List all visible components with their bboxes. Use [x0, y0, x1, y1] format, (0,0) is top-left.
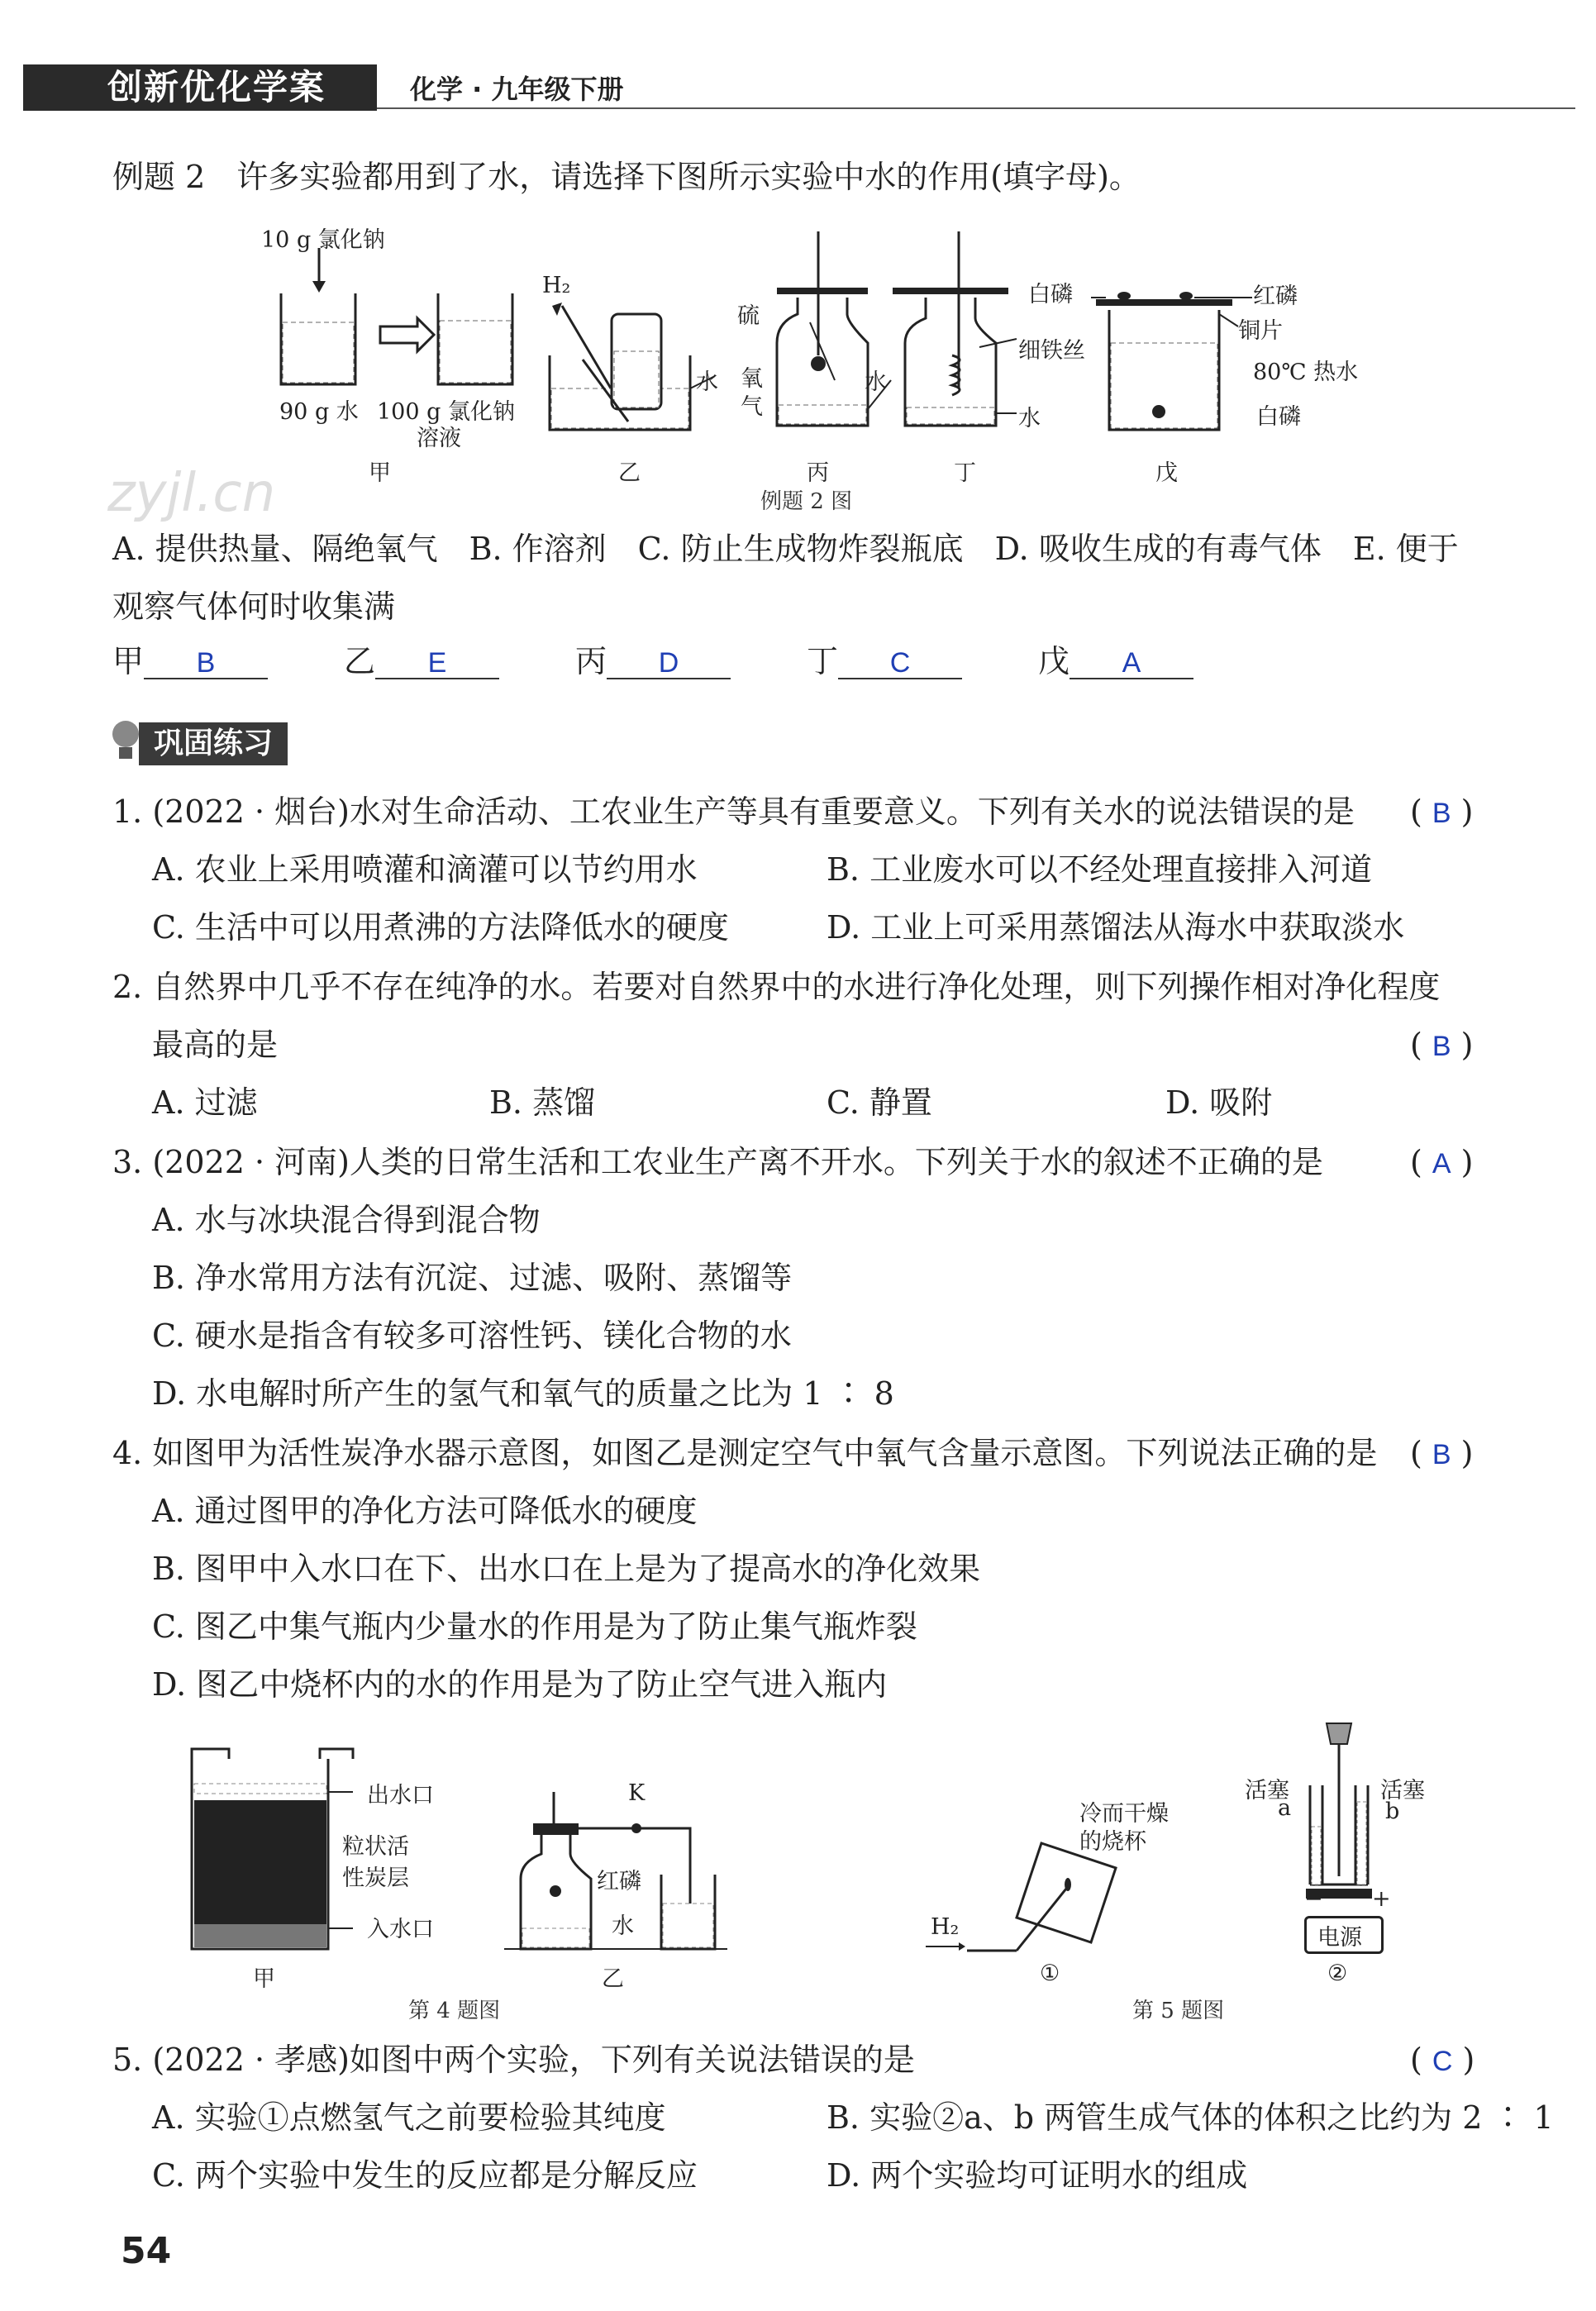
q2-option-b: B. 蒸馏: [489, 1084, 596, 1121]
answer-bing-value: D: [607, 645, 731, 679]
q4-stem: 4. 如图甲为活性炭净水器示意图，如图乙是测定空气中氧气含量示意图。下列说法正确的是: [112, 1435, 1378, 1471]
example-fig-caption: 例题 2 图: [760, 489, 853, 514]
answer-jia-value: B: [144, 645, 268, 679]
fig4-yi-name: 乙: [602, 1966, 624, 1992]
fig4-jia-filter: [183, 1742, 357, 1957]
header-book: 化学 · 九年级下册: [410, 74, 624, 105]
answer-yi-value: E: [375, 645, 499, 679]
header-rule: [377, 107, 1575, 109]
q4-option-a: A. 通过图甲的净化方法可降低水的硬度: [152, 1493, 698, 1529]
bing-apparatus: [760, 231, 909, 438]
wu-apparatus: [1091, 281, 1256, 438]
fig5-a-label: a: [1278, 1795, 1292, 1821]
fig4-carbon-label-1: 粒状活: [342, 1834, 409, 1860]
jia-name: 甲: [369, 460, 391, 486]
q5-option-b: B. 实验②a、b 两管生成气体的体积之比约为 2 ∶ 1: [827, 2099, 1554, 2136]
yi-name: 乙: [618, 460, 641, 486]
ding-name: 丁: [954, 460, 976, 486]
q2-option-d: D. 吸附: [1165, 1084, 1273, 1121]
q5-option-c: C. 两个实验中发生的反应都是分解反应: [152, 2157, 698, 2194]
fig5-power-label: 电源: [1317, 1925, 1362, 1951]
fig5-h2-burning: [926, 1818, 1141, 1967]
example-options-2: 观察气体何时收集满: [112, 588, 396, 625]
q1-option-a: A. 农业上采用喷灌和滴灌可以节约用水: [152, 851, 698, 888]
fig4-outlet-label: 出水口: [367, 1783, 434, 1808]
bing-water-label: 水: [865, 369, 887, 395]
fig5-valve-right-label: 活塞: [1380, 1778, 1425, 1804]
jia-solution-label-1: 100 g 氯化钠: [377, 399, 515, 425]
fig5-plus-label: +: [1372, 1886, 1391, 1912]
q3-option-a: A. 水与冰块混合得到混合物: [152, 1202, 541, 1238]
q4-option-c: C. 图乙中集气瓶内少量水的作用是为了防止集气瓶炸裂: [152, 1608, 917, 1645]
fig4-carbon-label-2: 性炭层: [342, 1865, 409, 1891]
q2-answer: ( B ): [1410, 1027, 1474, 1063]
fig5-valve-left-label: 活塞: [1245, 1778, 1289, 1804]
fig4-caption: 第 4 题图: [408, 1999, 501, 2023]
q1-option-b: B. 工业废水可以不经处理直接排入河道: [827, 851, 1373, 888]
q3-option-d: D. 水电解时所产生的氢气和氧气的质量之比为 1 ∶ 8: [152, 1375, 894, 1412]
q4-answer: ( B ): [1410, 1435, 1474, 1471]
page-number: 54: [121, 2230, 172, 2272]
wu-name: 戊: [1155, 460, 1178, 486]
q5-option-a: A. 实验①点燃氢气之前要检验其纯度: [152, 2099, 666, 2136]
q4-option-b: B. 图甲中入水口在下、出水口在上是为了提高水的净化效果: [152, 1551, 981, 1587]
jia-solution-label-2: 溶液: [417, 426, 461, 451]
example-title: 例题 2 许多实验都用到了水，请选择下图所示实验中水的作用(填字母)。: [112, 159, 1141, 195]
q1-option-c: C. 生活中可以用煮沸的方法降低水的硬度: [152, 909, 729, 946]
fig4-water-label: 水: [612, 1913, 634, 1939]
q5-answer: ( C ): [1410, 2042, 1475, 2078]
q3-option-b: B. 净水常用方法有沉淀、过滤、吸附、蒸馏等: [152, 1260, 793, 1296]
jia-apparatus: [273, 248, 521, 388]
fig4-red-p-label: 红磷: [597, 1869, 641, 1894]
yi-h2-label: H₂: [542, 273, 571, 298]
wu-red-p-label: 红磷: [1253, 284, 1298, 309]
bing-name: 丙: [807, 460, 829, 486]
answer-wu-value: A: [1070, 645, 1193, 679]
answer-bing: 丙 D: [575, 643, 731, 679]
q3-stem: 3. (2022 · 河南)人类的日常生活和工农业生产离不开水。下列关于水的叙述不正确的是: [112, 1144, 1323, 1180]
fig4-inlet-label: 入水口: [367, 1917, 434, 1942]
q2-option-a: A. 过滤: [152, 1084, 258, 1121]
wu-hot-water-label: 80℃ 热水: [1253, 360, 1359, 385]
q1-stem: 1. (2022 · 烟台)水对生命活动、工农业生产等具有重要意义。下列有关水的说法错误的是: [112, 793, 1355, 830]
answer-wu: 戊 A: [1038, 643, 1193, 679]
bulb-icon: [109, 717, 142, 767]
ding-wire-label: 细铁丝: [1018, 338, 1085, 364]
section-title: 巩固练习: [139, 722, 288, 765]
q2-stem-2: 最高的是: [152, 1027, 279, 1063]
fig4-k-label: K: [628, 1780, 646, 1806]
jia-water-label: 90 g 水: [279, 399, 359, 425]
q2-option-c: C. 静置: [827, 1084, 932, 1121]
wu-white-p2-label: 白磷: [1256, 404, 1301, 430]
q1-answer: ( B ): [1410, 793, 1474, 830]
fig5-caption: 第 5 题图: [1132, 1999, 1225, 2023]
answer-yi: 乙 E: [344, 643, 499, 679]
fig5-n1: ①: [1040, 1961, 1060, 1986]
wu-white-p-label: 白磷: [1028, 282, 1073, 307]
header-brand: 创新优化学案: [107, 67, 326, 107]
fig5-minus-label: −: [1304, 1886, 1323, 1912]
q3-answer: ( A ): [1410, 1144, 1474, 1180]
answer-ding: 丁 C: [807, 643, 962, 679]
ding-water-label: 水: [1018, 406, 1041, 431]
q4-option-d: D. 图乙中烧杯内的水的作用是为了防止空气进入瓶内: [152, 1666, 888, 1703]
answer-jia: 甲 B: [112, 643, 268, 679]
bing-sulfur-label: 硫: [737, 303, 760, 329]
fig5-beaker-label-1: 冷而干燥: [1079, 1801, 1169, 1827]
q3-option-c: C. 硬水是指含有较多可溶性钙、镁化合物的水: [152, 1318, 792, 1354]
bing-oxygen-label-2: 气: [741, 394, 763, 420]
fig5-b-label: b: [1385, 1799, 1400, 1824]
fig5-h2-label: H₂: [931, 1914, 960, 1940]
q1-option-d: D. 工业上可采用蒸馏法从海水中获取淡水: [827, 909, 1405, 946]
yi-water-label: 水: [696, 369, 718, 395]
example-options-1: A. 提供热量、隔绝氧气 B. 作溶剂 C. 防止生成物炸裂瓶底 D. 吸收生成的有毒气体 E. 便于: [112, 531, 1459, 567]
fig5-beaker-label-2: 的烧杯: [1079, 1829, 1146, 1855]
watermark: zyjl.cn: [107, 463, 276, 524]
bing-oxygen-label-1: 氧: [741, 366, 763, 392]
fig5-n2: ②: [1327, 1961, 1348, 1986]
answer-ding-value: C: [838, 645, 962, 679]
q5-stem: 5. (2022 · 孝感)如图中两个实验，下列有关说法错误的是: [112, 2042, 915, 2078]
jia-salt-label: 10 g 氯化钠: [261, 227, 385, 253]
q5-option-d: D. 两个实验均可证明水的组成: [827, 2157, 1248, 2194]
q2-stem-1: 2. 自然界中几乎不存在纯净的水。若要对自然界中的水进行净化处理，则下列操作相对净化程度: [112, 969, 1441, 1005]
fig4-jia-name: 甲: [253, 1966, 275, 1992]
wu-copper-label: 铜片: [1238, 318, 1283, 344]
